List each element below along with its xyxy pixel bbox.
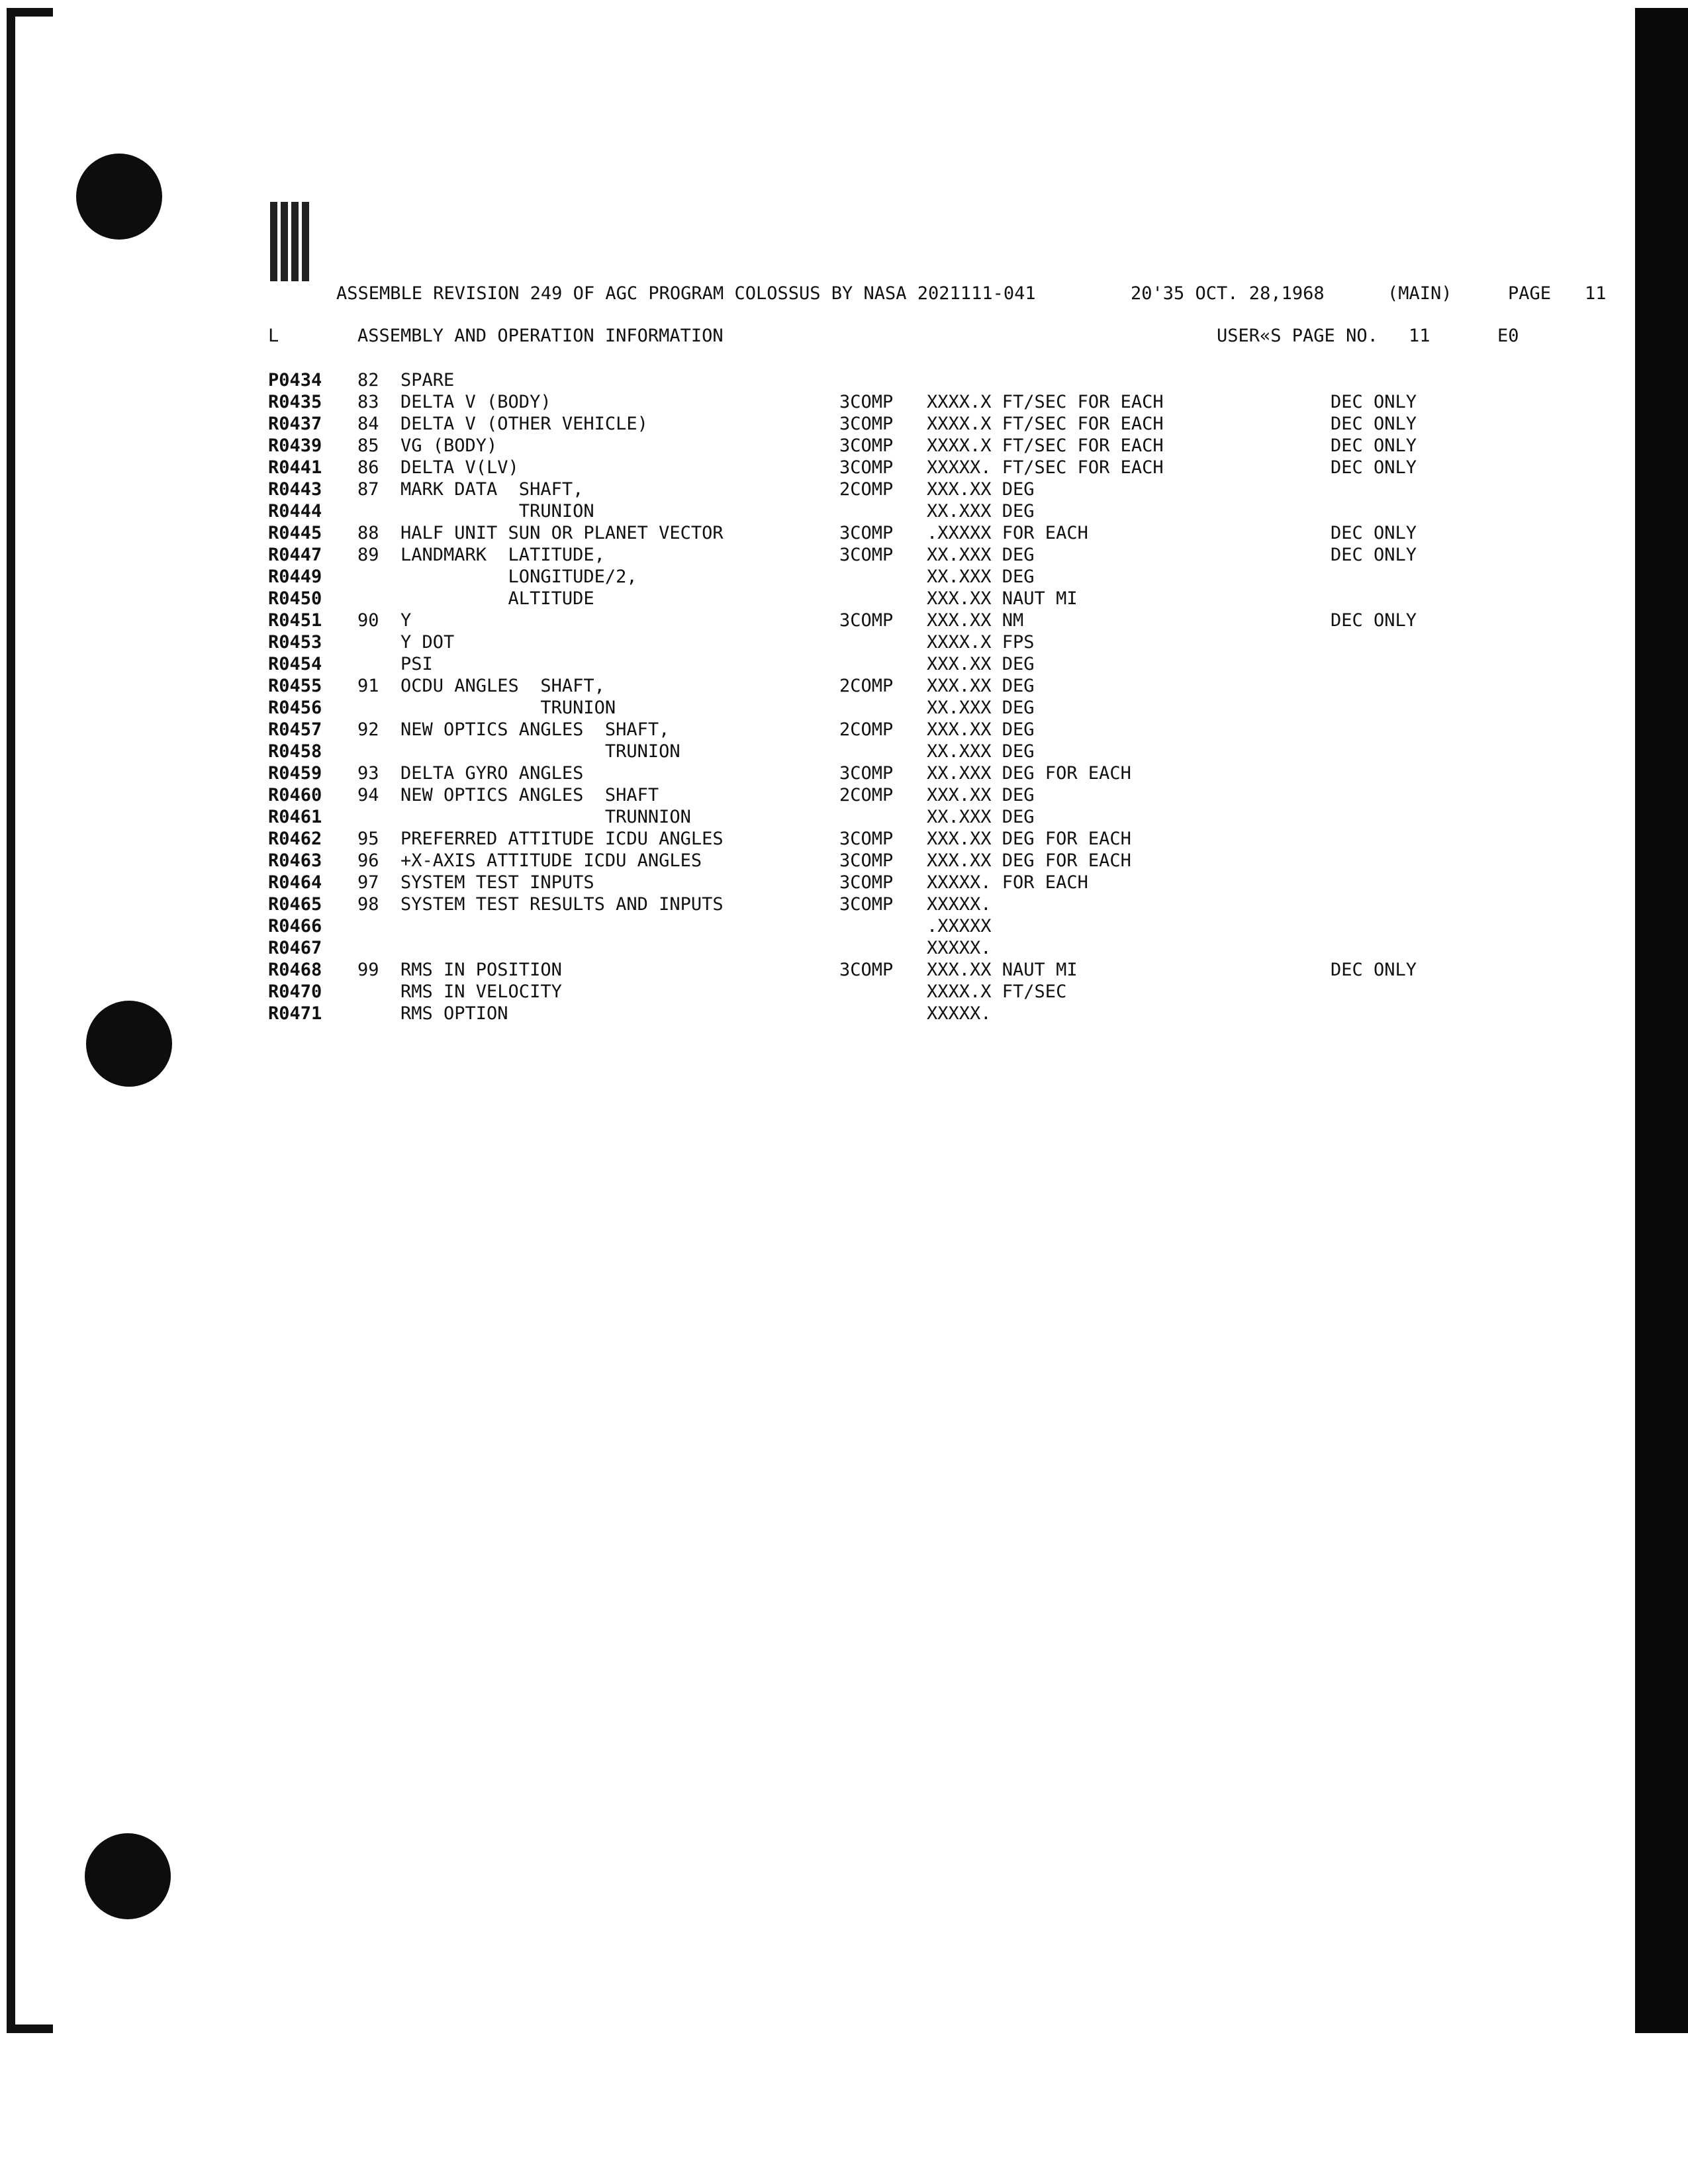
row-comp: 3COMP xyxy=(839,523,894,543)
row-id: R0455 xyxy=(268,676,322,696)
row-number: 90 xyxy=(357,610,379,631)
listing-row xyxy=(0,566,1635,588)
row-format: XX.XXX DEG xyxy=(927,567,1035,587)
row-id: R0467 xyxy=(268,938,322,958)
row-number: 97 xyxy=(357,872,379,893)
row-description: Y DOT xyxy=(400,632,455,653)
row-id: R0461 xyxy=(268,807,322,827)
listing-row xyxy=(0,500,1635,523)
punch-hole-top xyxy=(76,154,162,240)
listing-row xyxy=(0,697,1635,719)
listing-row xyxy=(0,522,1635,545)
listing-row xyxy=(0,762,1635,785)
listing-section: (MAIN) xyxy=(1387,283,1452,304)
row-comp: 2COMP xyxy=(839,719,894,740)
listing-row xyxy=(0,806,1635,829)
row-number: 82 xyxy=(357,370,379,390)
row-comp: 3COMP xyxy=(839,894,894,915)
row-id: R0471 xyxy=(268,1003,322,1024)
listing-row xyxy=(0,413,1635,435)
listing-row xyxy=(0,457,1635,479)
row-number: 95 xyxy=(357,829,379,849)
row-id: R0454 xyxy=(268,654,322,674)
listing-row xyxy=(0,893,1635,916)
row-description: SPARE xyxy=(400,370,455,390)
row-format: XXX.XX NM xyxy=(927,610,1024,631)
row-description: SYSTEM TEST RESULTS AND INPUTS xyxy=(400,894,724,915)
listing-row xyxy=(0,391,1635,414)
row-comp: 3COMP xyxy=(839,829,894,849)
row-comp: 2COMP xyxy=(839,479,894,500)
row-number: 89 xyxy=(357,545,379,565)
row-description: DELTA V (BODY) xyxy=(400,392,551,412)
row-comp: 3COMP xyxy=(839,414,894,434)
row-id: R0468 xyxy=(268,960,322,980)
row-number: 98 xyxy=(357,894,379,915)
row-id: R0465 xyxy=(268,894,322,915)
row-dec: DEC ONLY xyxy=(1331,960,1417,980)
row-id: R0456 xyxy=(268,698,322,718)
listing-row xyxy=(0,828,1635,850)
row-description: PSI xyxy=(400,654,433,674)
row-description: LONGITUDE/2, xyxy=(400,567,637,587)
listing-row xyxy=(0,631,1635,654)
row-description: PREFERRED ATTITUDE ICDU ANGLES xyxy=(400,829,724,849)
listing-row xyxy=(0,369,1635,392)
row-number: 85 xyxy=(357,435,379,456)
row-comp: 3COMP xyxy=(839,763,894,784)
listing-row xyxy=(0,478,1635,501)
row-format: XX.XXX DEG xyxy=(927,698,1035,718)
row-description: ALTITUDE xyxy=(400,588,594,609)
page-label: PAGE xyxy=(1508,283,1552,304)
row-id: R0460 xyxy=(268,785,322,805)
listing-row xyxy=(0,1003,1635,1025)
row-description: HALF UNIT SUN OR PLANET VECTOR xyxy=(400,523,724,543)
row-format: XXXX.X FT/SEC FOR EACH xyxy=(927,414,1164,434)
row-format: XXX.XX NAUT MI xyxy=(927,960,1078,980)
row-description: MARK DATA SHAFT, xyxy=(400,479,584,500)
row-id: R0447 xyxy=(268,545,322,565)
row-description: RMS IN POSITION xyxy=(400,960,562,980)
listing-row xyxy=(0,981,1635,1003)
row-description: LANDMARK LATITUDE, xyxy=(400,545,605,565)
listing-row xyxy=(0,653,1635,676)
row-comp: 3COMP xyxy=(839,960,894,980)
row-comp: 3COMP xyxy=(839,457,894,478)
row-dec: DEC ONLY xyxy=(1331,523,1417,543)
row-description: NEW OPTICS ANGLES SHAFT xyxy=(400,785,659,805)
listing-row xyxy=(0,937,1635,960)
row-format: .XXXXX xyxy=(927,916,992,936)
row-description: SYSTEM TEST INPUTS xyxy=(400,872,594,893)
row-number: 93 xyxy=(357,763,379,784)
row-format: XXXXX. FOR EACH xyxy=(927,872,1088,893)
row-dec: DEC ONLY xyxy=(1331,457,1417,478)
row-format: XXXX.X FT/SEC FOR EACH xyxy=(927,435,1164,456)
listing-row xyxy=(0,588,1635,610)
row-dec: DEC ONLY xyxy=(1331,435,1417,456)
listing-row xyxy=(0,915,1635,938)
row-format: XXX.XX NAUT MI xyxy=(927,588,1078,609)
punch-hole-bottom xyxy=(85,1833,171,1919)
section-title: ASSEMBLY AND OPERATION INFORMATION xyxy=(357,326,724,346)
row-format: XX.XXX DEG xyxy=(927,545,1035,565)
row-format: XXX.XX DEG xyxy=(927,719,1035,740)
row-format: XXX.XX DEG xyxy=(927,479,1035,500)
row-id: R0458 xyxy=(268,741,322,762)
page-edge-bottom-corner xyxy=(7,2025,53,2033)
row-number: 96 xyxy=(357,850,379,871)
listing-row xyxy=(0,850,1635,872)
row-description: TRUNNION xyxy=(400,807,691,827)
row-id: R0445 xyxy=(268,523,322,543)
row-number: 83 xyxy=(357,392,379,412)
page-edge-top-corner xyxy=(7,8,53,17)
row-id: R0450 xyxy=(268,588,322,609)
listing-row xyxy=(0,435,1635,457)
row-id: R0466 xyxy=(268,916,322,936)
row-number: 87 xyxy=(357,479,379,500)
row-id: R0462 xyxy=(268,829,322,849)
row-format: XXX.XX DEG FOR EACH xyxy=(927,829,1131,849)
row-number: 86 xyxy=(357,457,379,478)
row-description: OCDU ANGLES SHAFT, xyxy=(400,676,605,696)
row-format: XXXX.X FT/SEC xyxy=(927,981,1067,1002)
row-format: XX.XXX DEG FOR EACH xyxy=(927,763,1131,784)
row-description: TRUNION xyxy=(400,698,616,718)
row-id: R0435 xyxy=(268,392,322,412)
row-format: XX.XXX DEG xyxy=(927,741,1035,762)
row-number: 94 xyxy=(357,785,379,805)
row-description: DELTA V(LV) xyxy=(400,457,519,478)
row-number: 88 xyxy=(357,523,379,543)
row-number: 84 xyxy=(357,414,379,434)
listing-row xyxy=(0,784,1635,807)
listing-row xyxy=(0,872,1635,894)
row-format: XXXX.X FT/SEC FOR EACH xyxy=(927,392,1164,412)
row-description: TRUNION xyxy=(400,501,594,522)
page-number: 11 xyxy=(1585,283,1607,304)
row-comp: 3COMP xyxy=(839,392,894,412)
row-id: R0451 xyxy=(268,610,322,631)
row-description: RMS IN VELOCITY xyxy=(400,981,562,1002)
row-description: VG (BODY) xyxy=(400,435,498,456)
listing-title: ASSEMBLE REVISION 249 OF AGC PROGRAM COLOSSUS BY NASA 2021111-041 xyxy=(336,283,1036,304)
row-description: DELTA GYRO ANGLES xyxy=(400,763,584,784)
row-comp: 3COMP xyxy=(839,850,894,871)
row-id: R0463 xyxy=(268,850,322,871)
row-description: TRUNION xyxy=(400,741,680,762)
listing-row xyxy=(0,741,1635,763)
binder-mark-icon xyxy=(270,202,311,295)
listing-timestamp: 20'35 OCT. 28,1968 xyxy=(1131,283,1325,304)
row-id: R0453 xyxy=(268,632,322,653)
row-format: XXXXX. xyxy=(927,894,992,915)
row-id: R0443 xyxy=(268,479,322,500)
listing-code: E0 xyxy=(1497,326,1519,346)
row-comp: 3COMP xyxy=(839,545,894,565)
row-id: R0449 xyxy=(268,567,322,587)
row-description: RMS OPTION xyxy=(400,1003,508,1024)
column-label: L xyxy=(268,326,279,346)
row-format: XXX.XX DEG xyxy=(927,654,1035,674)
listing-row xyxy=(0,959,1635,981)
row-comp: 3COMP xyxy=(839,872,894,893)
row-format: .XXXXX FOR EACH xyxy=(927,523,1088,543)
row-format: XXXXX. xyxy=(927,938,992,958)
row-id: R0441 xyxy=(268,457,322,478)
listing-row xyxy=(0,544,1635,567)
row-description: DELTA V (OTHER VEHICLE) xyxy=(400,414,648,434)
row-format: XX.XXX DEG xyxy=(927,501,1035,522)
row-dec: DEC ONLY xyxy=(1331,414,1417,434)
users-page-label: USER«S PAGE NO. xyxy=(1217,326,1378,346)
row-comp: 2COMP xyxy=(839,676,894,696)
row-format: XXX.XX DEG FOR EACH xyxy=(927,850,1131,871)
row-number: 91 xyxy=(357,676,379,696)
row-format: XXX.XX DEG xyxy=(927,676,1035,696)
users-page-number: 11 xyxy=(1409,326,1430,346)
page-edge-right xyxy=(1635,8,1688,2033)
row-description: +X-AXIS ATTITUDE ICDU ANGLES xyxy=(400,850,702,871)
row-format: XXXXX. xyxy=(927,1003,992,1024)
row-id: P0434 xyxy=(268,370,322,390)
row-dec: DEC ONLY xyxy=(1331,610,1417,631)
row-id: R0439 xyxy=(268,435,322,456)
row-format: XXX.XX DEG xyxy=(927,785,1035,805)
row-number: 99 xyxy=(357,960,379,980)
row-format: XX.XXX DEG xyxy=(927,807,1035,827)
row-format: XXXX.X FPS xyxy=(927,632,1035,653)
row-id: R0459 xyxy=(268,763,322,784)
row-format: XXXXX. FT/SEC FOR EACH xyxy=(927,457,1164,478)
listing-header xyxy=(0,283,1635,305)
row-comp: 2COMP xyxy=(839,785,894,805)
listing-row xyxy=(0,719,1635,741)
row-id: R0444 xyxy=(268,501,322,522)
row-number: 92 xyxy=(357,719,379,740)
row-comp: 3COMP xyxy=(839,610,894,631)
listing-row xyxy=(0,675,1635,698)
row-id: R0457 xyxy=(268,719,322,740)
row-dec: DEC ONLY xyxy=(1331,545,1417,565)
listing-row xyxy=(0,610,1635,632)
row-id: R0437 xyxy=(268,414,322,434)
listing-subheader xyxy=(0,325,1635,347)
row-comp: 3COMP xyxy=(839,435,894,456)
row-id: R0470 xyxy=(268,981,322,1002)
row-id: R0464 xyxy=(268,872,322,893)
row-dec: DEC ONLY xyxy=(1331,392,1417,412)
row-description: NEW OPTICS ANGLES SHAFT, xyxy=(400,719,670,740)
row-description: Y xyxy=(400,610,412,631)
